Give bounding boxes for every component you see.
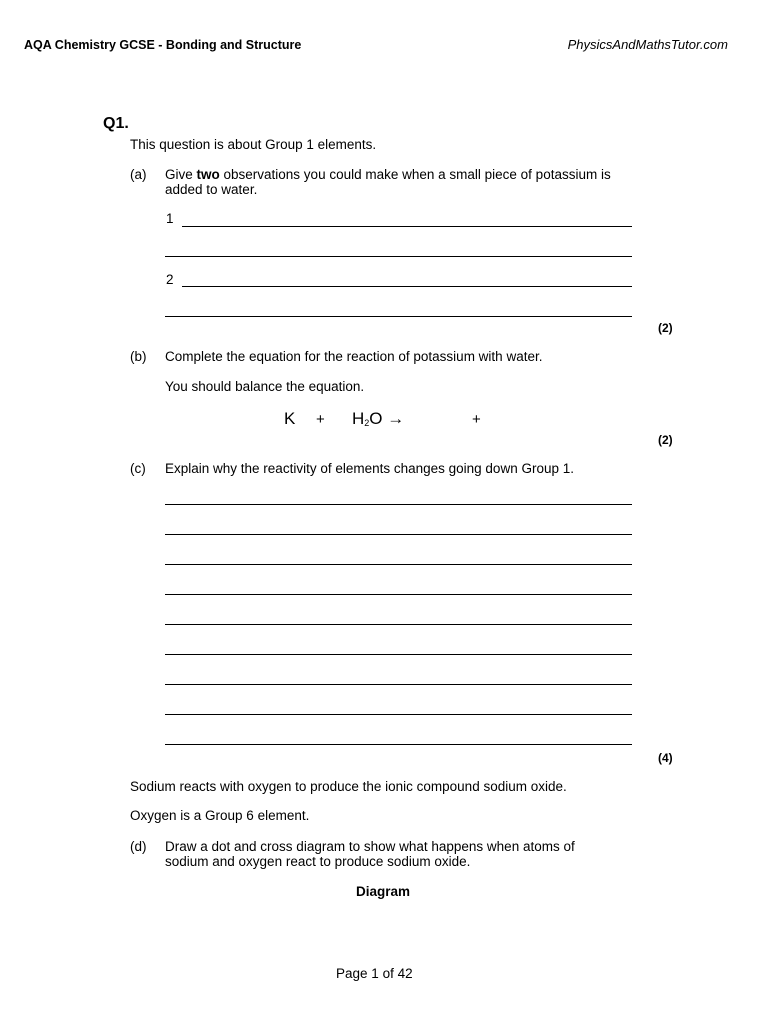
marks-c: (4)	[658, 751, 673, 765]
answer-line-a1[interactable]	[182, 226, 632, 227]
diagram-label: Diagram	[356, 884, 411, 899]
page-number: Page 1 of 42	[336, 966, 413, 981]
equation-k: K	[284, 409, 296, 428]
answer-line-a2[interactable]	[165, 256, 632, 257]
answer-line-c2[interactable]	[165, 534, 632, 535]
part-a-label: (a)	[130, 167, 147, 182]
part-a-bold-two: two	[196, 167, 220, 182]
equation-plus-2: +	[472, 411, 481, 428]
context-line-2: Oxygen is a Group 6 element.	[130, 808, 310, 823]
answer-line-c4[interactable]	[165, 594, 632, 595]
header-site: PhysicsAndMathsTutor.com	[567, 37, 728, 52]
part-b-label: (b)	[130, 349, 147, 364]
part-d-label: (d)	[130, 839, 147, 854]
marks-b: (2)	[658, 433, 673, 447]
question-number: Q1.	[103, 115, 129, 132]
marks-a: (2)	[658, 321, 673, 335]
part-a-text: Give two observations you could make when a small piece of potassium is	[165, 167, 611, 182]
answer-line-c3[interactable]	[165, 564, 632, 565]
answer-1-number: 1	[166, 211, 174, 226]
context-line-1: Sodium reacts with oxygen to produce the ionic compound sodium oxide.	[130, 779, 567, 794]
answer-line-c1[interactable]	[165, 504, 632, 505]
header-title: AQA Chemistry GCSE - Bonding and Structure	[24, 38, 302, 52]
answer-line-c5[interactable]	[165, 624, 632, 625]
answer-line-c7[interactable]	[165, 684, 632, 685]
answer-line-a4[interactable]	[165, 316, 632, 317]
part-b-text: Complete the equation for the reaction of potassium with water.	[165, 349, 543, 364]
answer-line-c9[interactable]	[165, 744, 632, 745]
part-d-text-line1: Draw a dot and cross diagram to show what happens when atoms of	[165, 839, 575, 854]
part-c-text: Explain why the reactivity of elements changes going down Group 1.	[165, 461, 574, 476]
equation-plus-1: +	[316, 411, 325, 428]
part-a-text-line2: added to water.	[165, 182, 258, 197]
equation-arrow: →	[387, 409, 405, 428]
part-c-label: (c)	[130, 461, 146, 476]
answer-line-a3[interactable]	[182, 286, 632, 287]
part-b-instruction: You should balance the equation.	[165, 379, 365, 394]
part-d-text-line2: sodium and oxygen react to produce sodium oxide.	[165, 854, 471, 869]
equation-h2o: $H_2O$ →	[352, 409, 405, 428]
answer-line-c8[interactable]	[165, 714, 632, 715]
answer-line-c6[interactable]	[165, 654, 632, 655]
answer-2-number: 2	[166, 272, 174, 287]
question-intro: This question is about Group 1 elements.	[130, 137, 377, 152]
